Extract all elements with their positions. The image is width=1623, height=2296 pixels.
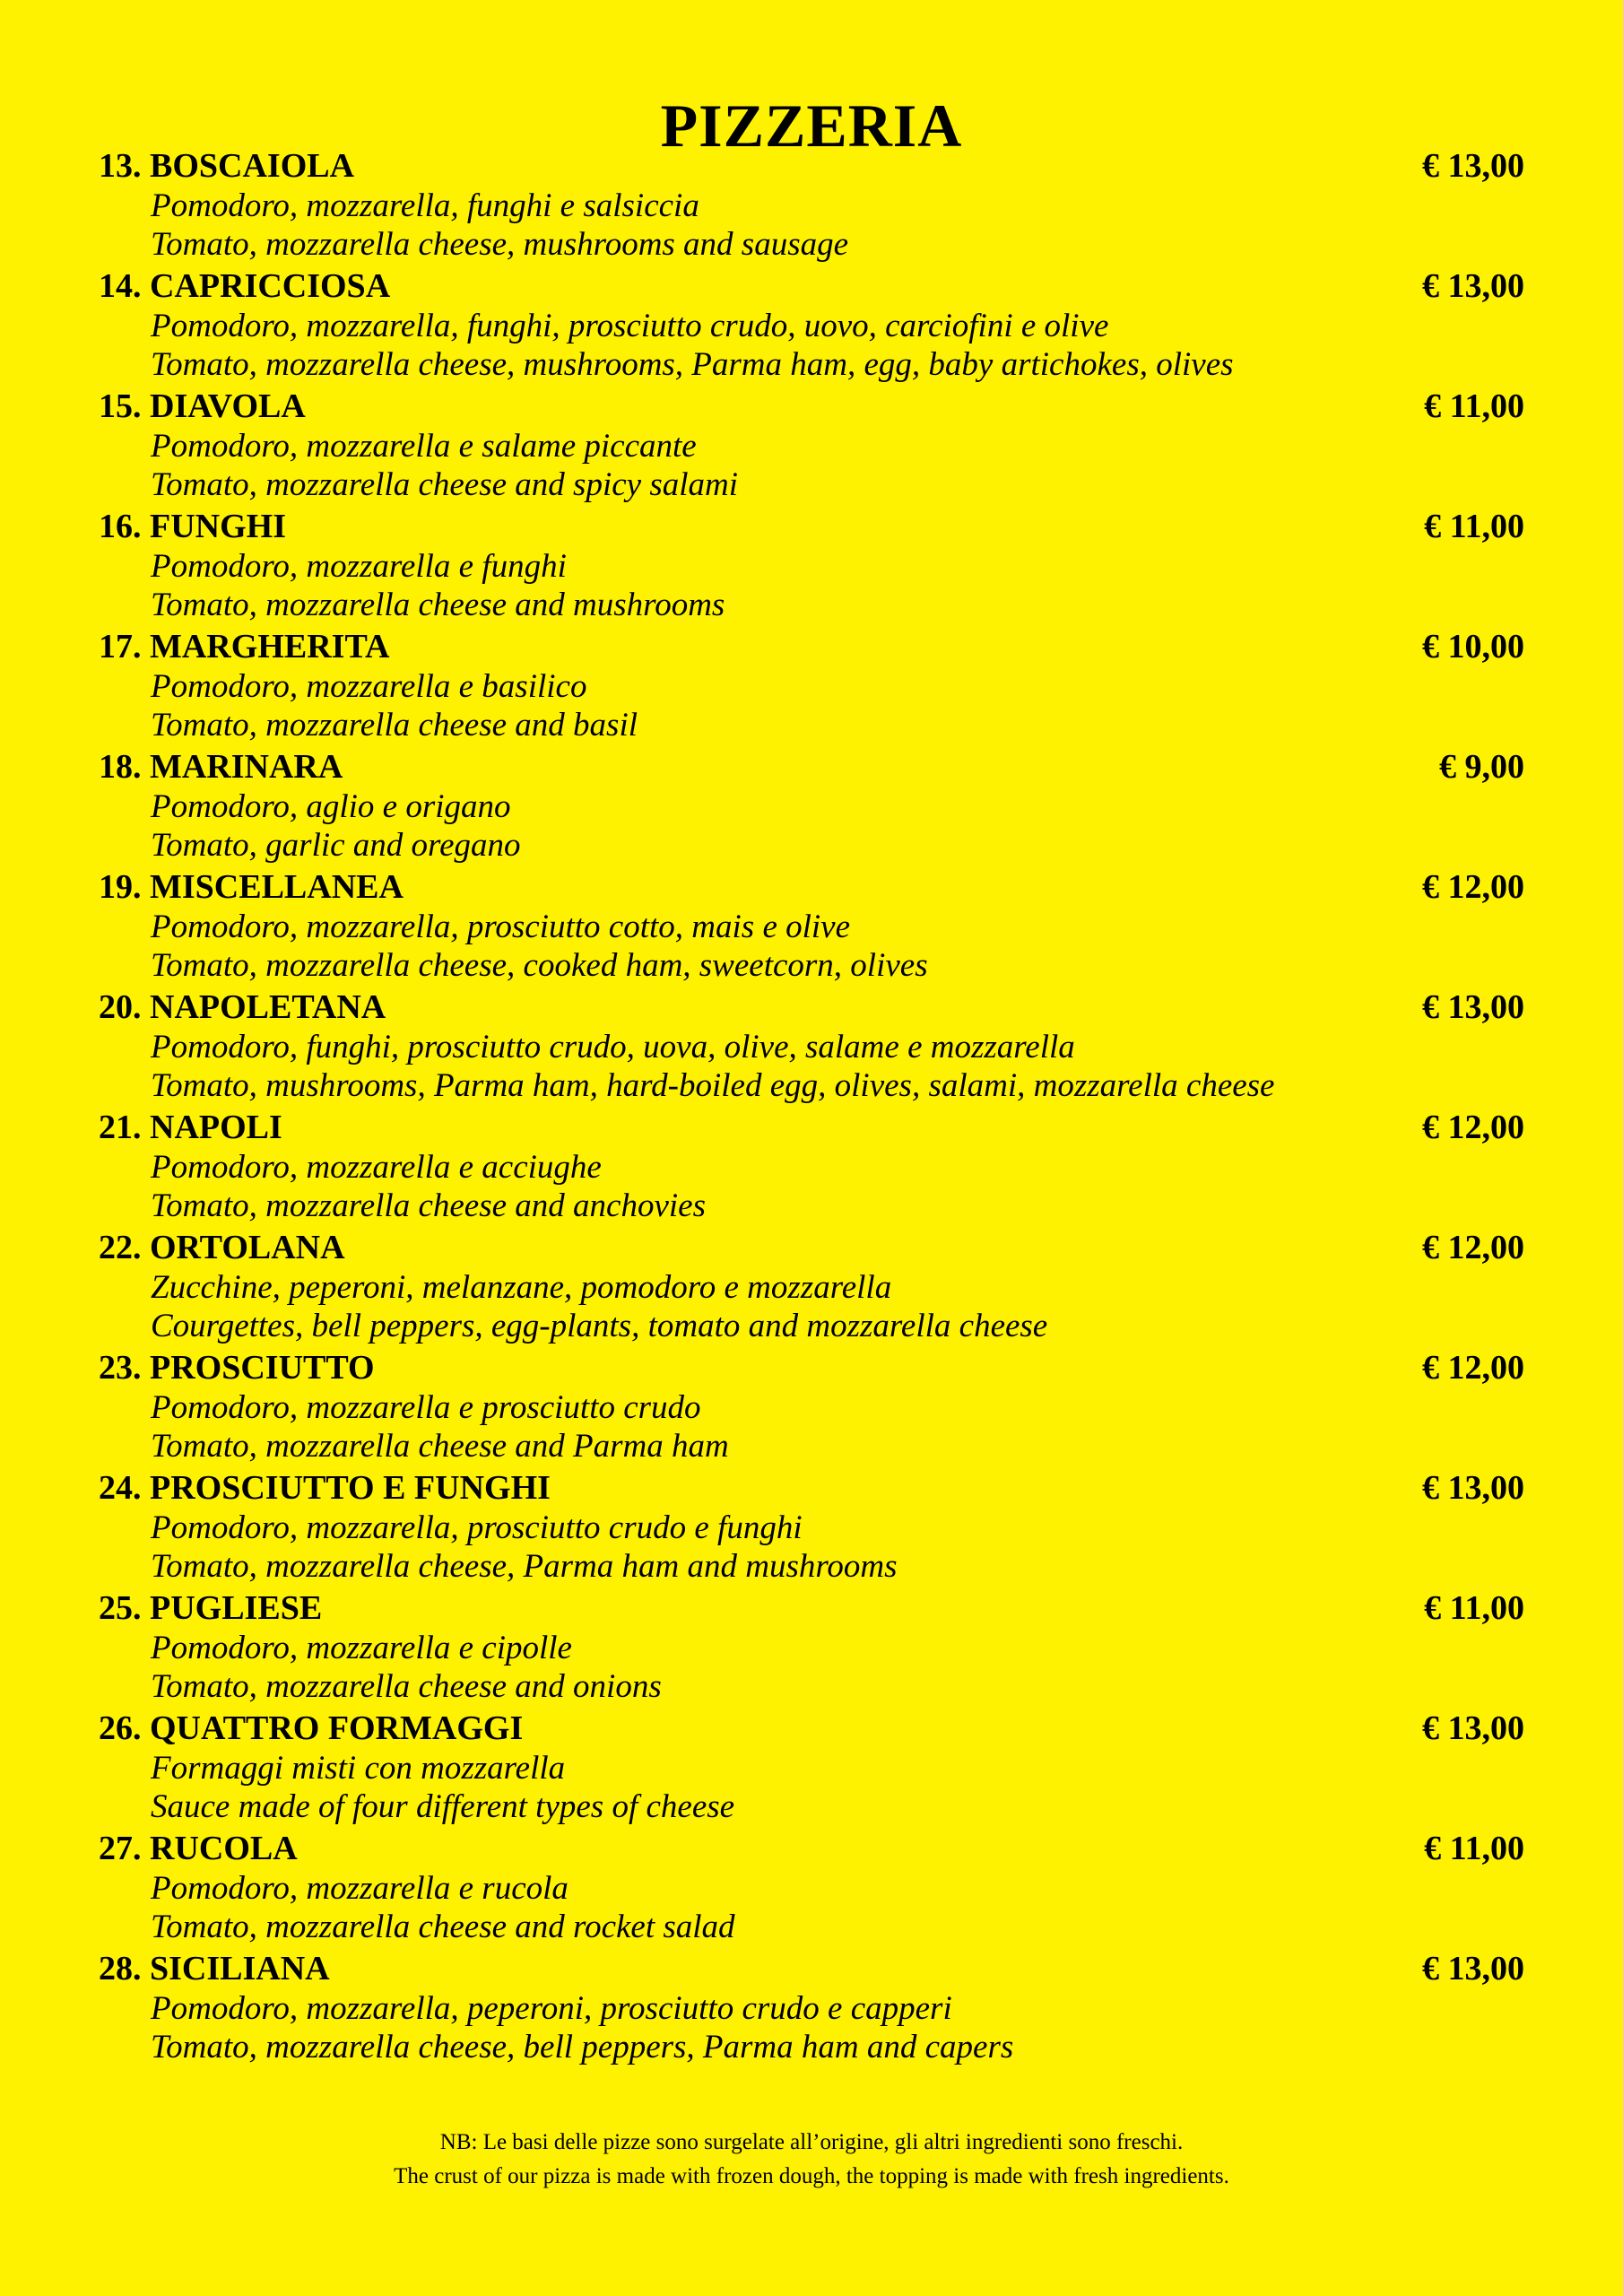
description-italian: Pomodoro, mozzarella e rucola [151,1870,568,1907]
description-english: Tomato, mozzarella cheese, bell peppers, Parma ham and capers [151,2029,1014,2066]
pizza-price: € 12,00 [1422,1229,1524,1266]
pizza-name: 22. ORTOLANA [99,1229,345,1266]
pizza-name: 26. QUATTRO FORMAGGI [99,1709,524,1747]
description-english: Tomato, mozzarella cheese and onions [151,1668,662,1705]
pizza-name: 16. FUNGHI [99,508,286,545]
menu-item-header [99,265,1524,307]
pizza-name: 17. MARGHERITA [99,628,390,665]
pizza-name: 15. DIAVOLA [99,387,306,425]
description-italian: Pomodoro, mozzarella e acciughe [151,1149,602,1186]
menu-item-header [99,866,1524,908]
menu-item [99,626,1524,746]
footer-note-english: The crust of our pizza is made with frozen dough, the topping is made with fresh ingredients. [394,2164,1229,2188]
menu-item [99,145,1524,265]
menu-item-header [99,1948,1524,1989]
description-english: Tomato, mozzarella cheese, mushrooms and sausage [151,226,849,263]
description-italian: Pomodoro, mozzarella e salame piccante [151,428,697,465]
description-english: Sauce made of four different types of cheese [151,1788,735,1825]
menu-item-header [99,1587,1524,1629]
pizza-name: 27. RUCOLA [99,1830,298,1867]
description-english: Tomato, mozzarella cheese, Parma ham and mushrooms [151,1548,898,1585]
description-english: Tomato, garlic and oregano [151,827,521,864]
menu-item [99,1467,1524,1587]
pizza-name: 20. NAPOLETANA [99,988,386,1026]
menu-item-header [99,506,1524,547]
description-italian: Pomodoro, mozzarella, prosciutto crudo e funghi [151,1509,803,1546]
description-italian: Pomodoro, mozzarella e funghi [151,548,567,585]
menu-item [99,1708,1524,1828]
pizza-menu-list [99,145,1524,2068]
description-italian: Pomodoro, funghi, prosciutto crudo, uova, olive, salame e mozzarella [151,1029,1075,1065]
footer-note [0,2126,1623,2194]
pizza-name: 19. MISCELLANEA [99,868,404,906]
menu-item [99,1347,1524,1467]
pizza-price: € 13,00 [1422,1709,1524,1747]
menu-item-header [99,1467,1524,1509]
menu-item [99,1828,1524,1948]
description-italian: Zucchine, peperoni, melanzane, pomodoro e mozzarella [151,1269,892,1306]
description-english: Tomato, mozzarella cheese and anchovies [151,1187,706,1224]
pizza-price: € 12,00 [1422,1349,1524,1387]
description-english: Tomato, mozzarella cheese and rocket salad [151,1909,735,1945]
description-italian: Pomodoro, mozzarella e prosciutto crudo [151,1389,701,1426]
description-italian: Pomodoro, mozzarella, prosciutto cotto, mais e olive [151,909,851,945]
menu-item-header [99,987,1524,1028]
pizza-name: 25. PUGLIESE [99,1589,323,1627]
pizza-price: € 13,00 [1422,988,1524,1026]
menu-item [99,1227,1524,1347]
pizza-name: 21. NAPOLI [99,1109,282,1146]
pizza-price: € 12,00 [1422,1109,1524,1146]
description-english: Tomato, mozzarella cheese and spicy salami [151,466,738,503]
menu-item-header [99,145,1524,187]
menu-item-header [99,1347,1524,1388]
pizza-name: 14. CAPRICCIOSA [99,267,391,305]
pizza-price: € 10,00 [1422,628,1524,665]
pizza-price: € 9,00 [1439,748,1524,786]
pizza-price: € 11,00 [1424,508,1524,545]
menu-item [99,1107,1524,1227]
menu-item-header [99,626,1524,667]
pizza-price: € 13,00 [1422,1469,1524,1507]
description-italian: Pomodoro, mozzarella, funghi e salsiccia [151,187,699,224]
description-italian: Pomodoro, mozzarella e cipolle [151,1630,572,1666]
description-italian: Pomodoro, aglio e origano [151,788,511,825]
description-english: Tomato, mushrooms, Parma ham, hard-boiled egg, olives, salami, mozzarella cheese [151,1067,1275,1104]
menu-item [99,1948,1524,2068]
pizza-name: 18. MARINARA [99,748,343,786]
description-english: Courgettes, bell peppers, egg-plants, tomato and mozzarella cheese [151,1308,1048,1344]
description-english: Tomato, mozzarella cheese and Parma ham [151,1428,729,1465]
description-english: Tomato, mozzarella cheese and mushrooms [151,587,725,623]
description-english: Tomato, mozzarella cheese, mushrooms, Parma ham, egg, baby artichokes, olives [151,346,1234,383]
menu-item [99,746,1524,866]
pizza-price: € 13,00 [1422,267,1524,305]
description-italian: Pomodoro, mozzarella, funghi, prosciutto crudo, uovo, carciofini e olive [151,308,1109,344]
menu-item [99,506,1524,626]
description-english: Tomato, mozzarella cheese and basil [151,707,638,744]
description-italian: Formaggi misti con mozzarella [151,1750,566,1787]
pizza-name: 23. PROSCIUTTO [99,1349,375,1387]
menu-item-header [99,386,1524,427]
menu-item [99,1587,1524,1708]
pizza-price: € 11,00 [1424,387,1524,425]
pizza-price: € 11,00 [1424,1830,1524,1867]
pizza-price: € 12,00 [1422,868,1524,906]
menu-item-header [99,1828,1524,1869]
description-italian: Pomodoro, mozzarella e basilico [151,668,587,705]
pizza-price: € 11,00 [1424,1589,1524,1627]
menu-item [99,987,1524,1107]
menu-item-header [99,1107,1524,1148]
pizza-name: 24. PROSCIUTTO E FUNGHI [99,1469,551,1507]
pizza-price: € 13,00 [1422,1950,1524,1987]
menu-item [99,866,1524,987]
page-title: PIZZERIA [660,91,963,160]
footer-note-italian: NB: Le basi delle pizze sono surgelate all’origine, gli altri ingredienti sono freschi. [439,2130,1184,2154]
menu-item-header [99,1708,1524,1749]
pizza-name: 13. BOSCAIOLA [99,147,355,185]
pizza-price: € 13,00 [1422,147,1524,185]
menu-item [99,265,1524,386]
menu-item [99,386,1524,506]
menu-item-header [99,1227,1524,1268]
description-english: Tomato, mozzarella cheese, cooked ham, sweetcorn, olives [151,947,928,984]
pizza-name: 28. SICILIANA [99,1950,330,1987]
description-italian: Pomodoro, mozzarella, peperoni, prosciutto crudo e capperi [151,1990,952,2027]
menu-item-header [99,746,1524,787]
